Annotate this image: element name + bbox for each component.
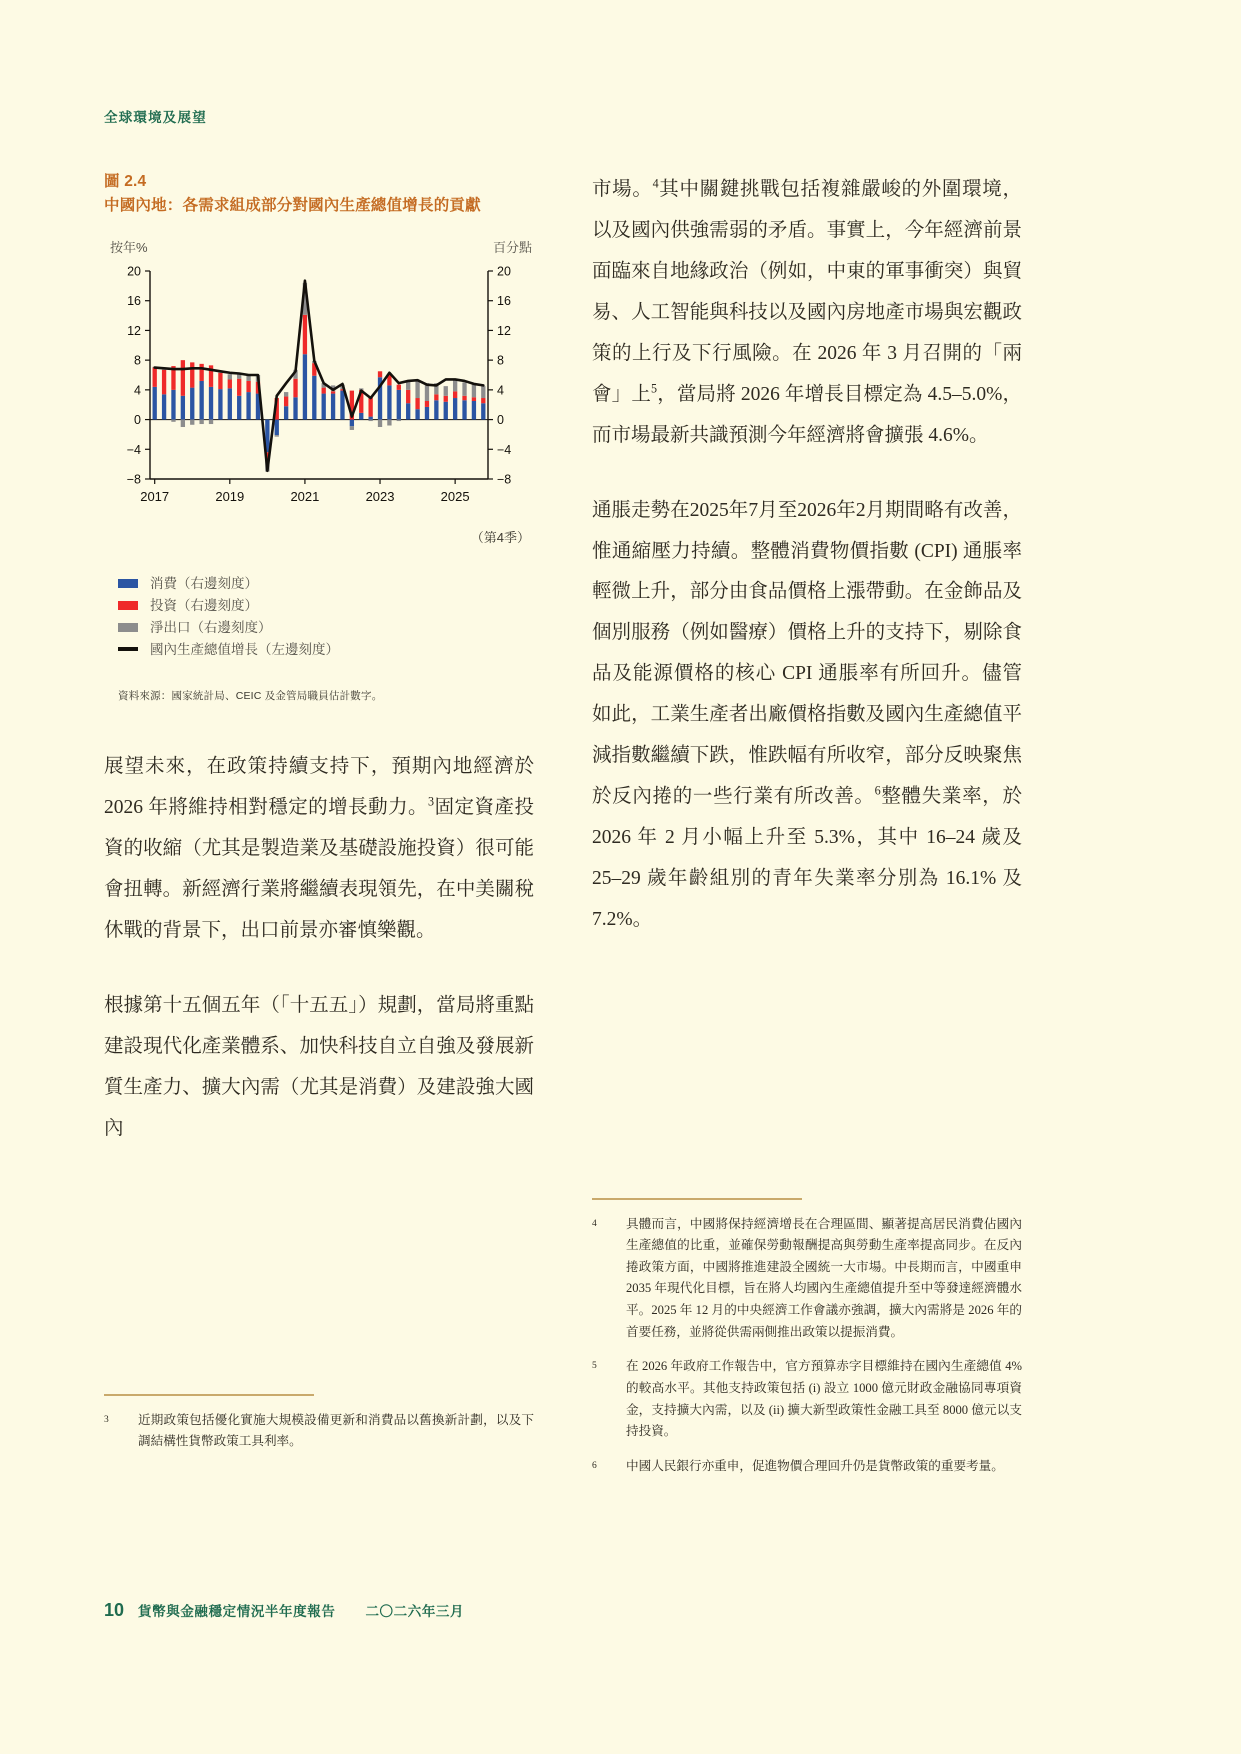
right-column — [592, 170, 1022, 941]
footnote — [592, 1214, 1022, 1344]
legend-label: 國內生產總值增長（左邊刻度） — [150, 641, 339, 657]
footnote-ref[interactable]: 4 — [652, 176, 659, 191]
footnote — [104, 1410, 534, 1453]
svg-text:12: 12 — [127, 323, 141, 338]
footnote — [592, 1356, 1022, 1443]
footer-date: 二〇二六年三月 — [365, 1604, 465, 1619]
footnote-text: 近期政策包括優化實施大規模設備更新和消費品以舊換新計劃，以及下調結構性貨幣政策工具利率。 — [138, 1412, 534, 1449]
figure-title: 中國內地：各需求組成部分對國內生產總值增長的貢獻 — [104, 197, 481, 215]
paragraph: 市場。$^4$其中關鍵挑戰包括複雜嚴峻的外圍環境，以及國內供強需弱的矛盾。事實上，今年經濟前景面臨來自地緣政治（例如，中東的軍事衝突）與貿易、人工智能與科技以及國內房地產市場與宏觀政策的上行及下行風險。在 2026 年 3 月召開的「兩會」上$^5$，當局將 2026 年增長目標定為 4.5–5.0%，而市場最新共識預測今年經濟將會擴張 4.6%。 — [592, 176, 1022, 446]
svg-text:−8: −8 — [497, 472, 512, 487]
legend-swatch-icon — [118, 579, 138, 588]
footnotes-right — [592, 1198, 1022, 1491]
svg-text:16: 16 — [127, 294, 141, 309]
legend-item — [118, 639, 534, 661]
chart-svg — [104, 263, 534, 513]
chart-left-axis-unit: 按年% — [110, 239, 148, 255]
chart-right-axis-unit: 百分點 — [492, 239, 532, 255]
chart-legend — [118, 573, 534, 660]
svg-text:4: 4 — [134, 383, 141, 398]
footnote-rule — [592, 1198, 802, 1200]
left-column-body — [104, 747, 534, 1149]
svg-text:20: 20 — [127, 264, 141, 279]
svg-text:16: 16 — [497, 294, 511, 309]
chart-x-note: （第4季） — [470, 529, 530, 545]
page-number: 10 — [104, 1600, 125, 1620]
svg-text:−4: −4 — [126, 442, 141, 457]
chart-source-note: 資料來源：國家統計局、CEIC 及金管局職員估計數字。 — [118, 690, 383, 703]
svg-text:2017: 2017 — [140, 488, 170, 504]
legend-label: 投資（右邊刻度） — [150, 597, 258, 613]
svg-text:8: 8 — [497, 353, 504, 368]
footnote-ref[interactable]: 5 — [650, 381, 658, 396]
figure-number: 圖 2.4 — [104, 173, 147, 190]
svg-text:0: 0 — [134, 413, 141, 428]
legend-item — [118, 617, 534, 639]
chart-container — [104, 237, 534, 545]
svg-text:2025: 2025 — [440, 488, 470, 504]
legend-label: 淨出口（右邊刻度） — [150, 619, 272, 635]
footnote-rule — [104, 1394, 314, 1396]
footnote-text: 具體而言，中國將保持經濟增長在合理區間、顯著提高居民消費佔國內生產總值的比重，並確保勞動報酬提高與勞動生產率提高同步。在反內捲政策方面，中國將推進建設全國統一大市場。中長期而言，中國重申 2035 年現代化目標，旨在將人均國內生產總值提升至中等發達經濟體水平。2025 年 12 月的中央經濟工作會議亦強調，擴大內需將是 2026 年的首要任務，並將從供需兩側推出政策以提振消費。 — [626, 1216, 1022, 1339]
svg-text:0: 0 — [497, 413, 504, 428]
footnote-mark: 5 — [592, 1361, 597, 1372]
footer-report-title: 貨幣與金融穩定情況半年度報告 — [138, 1604, 336, 1619]
svg-text:20: 20 — [497, 264, 511, 279]
footnote-mark: 4 — [592, 1218, 597, 1229]
footnotes-left — [104, 1394, 534, 1466]
left-column — [104, 170, 534, 1150]
footnote-text: 在 2026 年政府工作報告中，官方預算赤字目標維持在國內生產總值 4% 的較高水平。其他支持政策包括 (i) 設立 1000 億元財政金融協同專項資金，支持擴大內需，以及 (ii) 擴大新型政策性金融工具至 8000 億元以支持投資。 — [626, 1359, 1022, 1439]
legend-label: 消費（右邊刻度） — [150, 575, 258, 591]
paragraph: 展望未來，在政策持續支持下，預期內地經濟於 2026 年將維持相對穩定的增長動力。$^3$固定資產投資的收縮（尤其是製造業及基礎設施投資）很可能會扭轉。新經濟行業將繼續表現領先，在中美關稅休戰的背景下，出口前景亦審慎樂觀。 — [104, 756, 534, 942]
footnote-ref[interactable]: 6 — [874, 783, 881, 798]
legend-item — [118, 595, 534, 617]
svg-text:2021: 2021 — [290, 488, 320, 504]
legend-item — [118, 573, 534, 595]
running-head: 全球環境及展望 — [104, 110, 207, 125]
footnote-ref[interactable]: 3 — [428, 794, 435, 809]
paragraph: 根據第十五個五年（「十五五」）規劃，當局將重點建設現代化產業體系、加快科技自立自強及發展新質生產力、擴大內需（尤其是消費）及建設強大國內 — [104, 995, 534, 1139]
legend-swatch-icon — [118, 647, 138, 651]
svg-text:−8: −8 — [126, 472, 141, 487]
svg-text:8: 8 — [134, 353, 141, 368]
footnote-mark: 3 — [104, 1414, 109, 1425]
svg-text:2023: 2023 — [365, 488, 395, 504]
svg-text:4: 4 — [497, 383, 504, 398]
chart-plot — [104, 263, 534, 513]
footnote-mark: 6 — [592, 1461, 597, 1472]
legend-swatch-icon — [118, 623, 138, 632]
svg-text:−4: −4 — [497, 442, 512, 457]
footnote — [592, 1456, 1022, 1478]
footnote-text: 中國人民銀行亦重申，促進物價合理回升仍是貨幣政策的重要考量。 — [626, 1459, 1004, 1474]
page-footer — [104, 1600, 464, 1621]
right-column-body — [592, 170, 1022, 941]
figure-caption — [104, 170, 534, 219]
paragraph: 通脹走勢在2025年7月至2026年2月期間略有改善，惟通縮壓力持續。整體消費物價指數 (CPI) 通脹率輕微上升，部分由食品價格上漲帶動。在金飾品及個別服務（例如醫療）價格上升的支持下，剔除食品及能源價格的核心 CPI 通脹率有所回升。儘管如此，工業生產者出廠價格指數及國內生產總值平減指數繼續下跌，惟跌幅有所收窄，部分反映聚焦於反內捲的一些行業有所改善。$^6$整體失業率，於 2026 年 2 月小幅上升至 5.3%，其中 16–24 歲及 25–29 歲年齡組別的青年失業率分別為 16.1% 及 7.2%。 — [592, 499, 1022, 930]
svg-text:12: 12 — [497, 323, 511, 338]
legend-swatch-icon — [118, 601, 138, 610]
svg-text:2019: 2019 — [215, 488, 245, 504]
